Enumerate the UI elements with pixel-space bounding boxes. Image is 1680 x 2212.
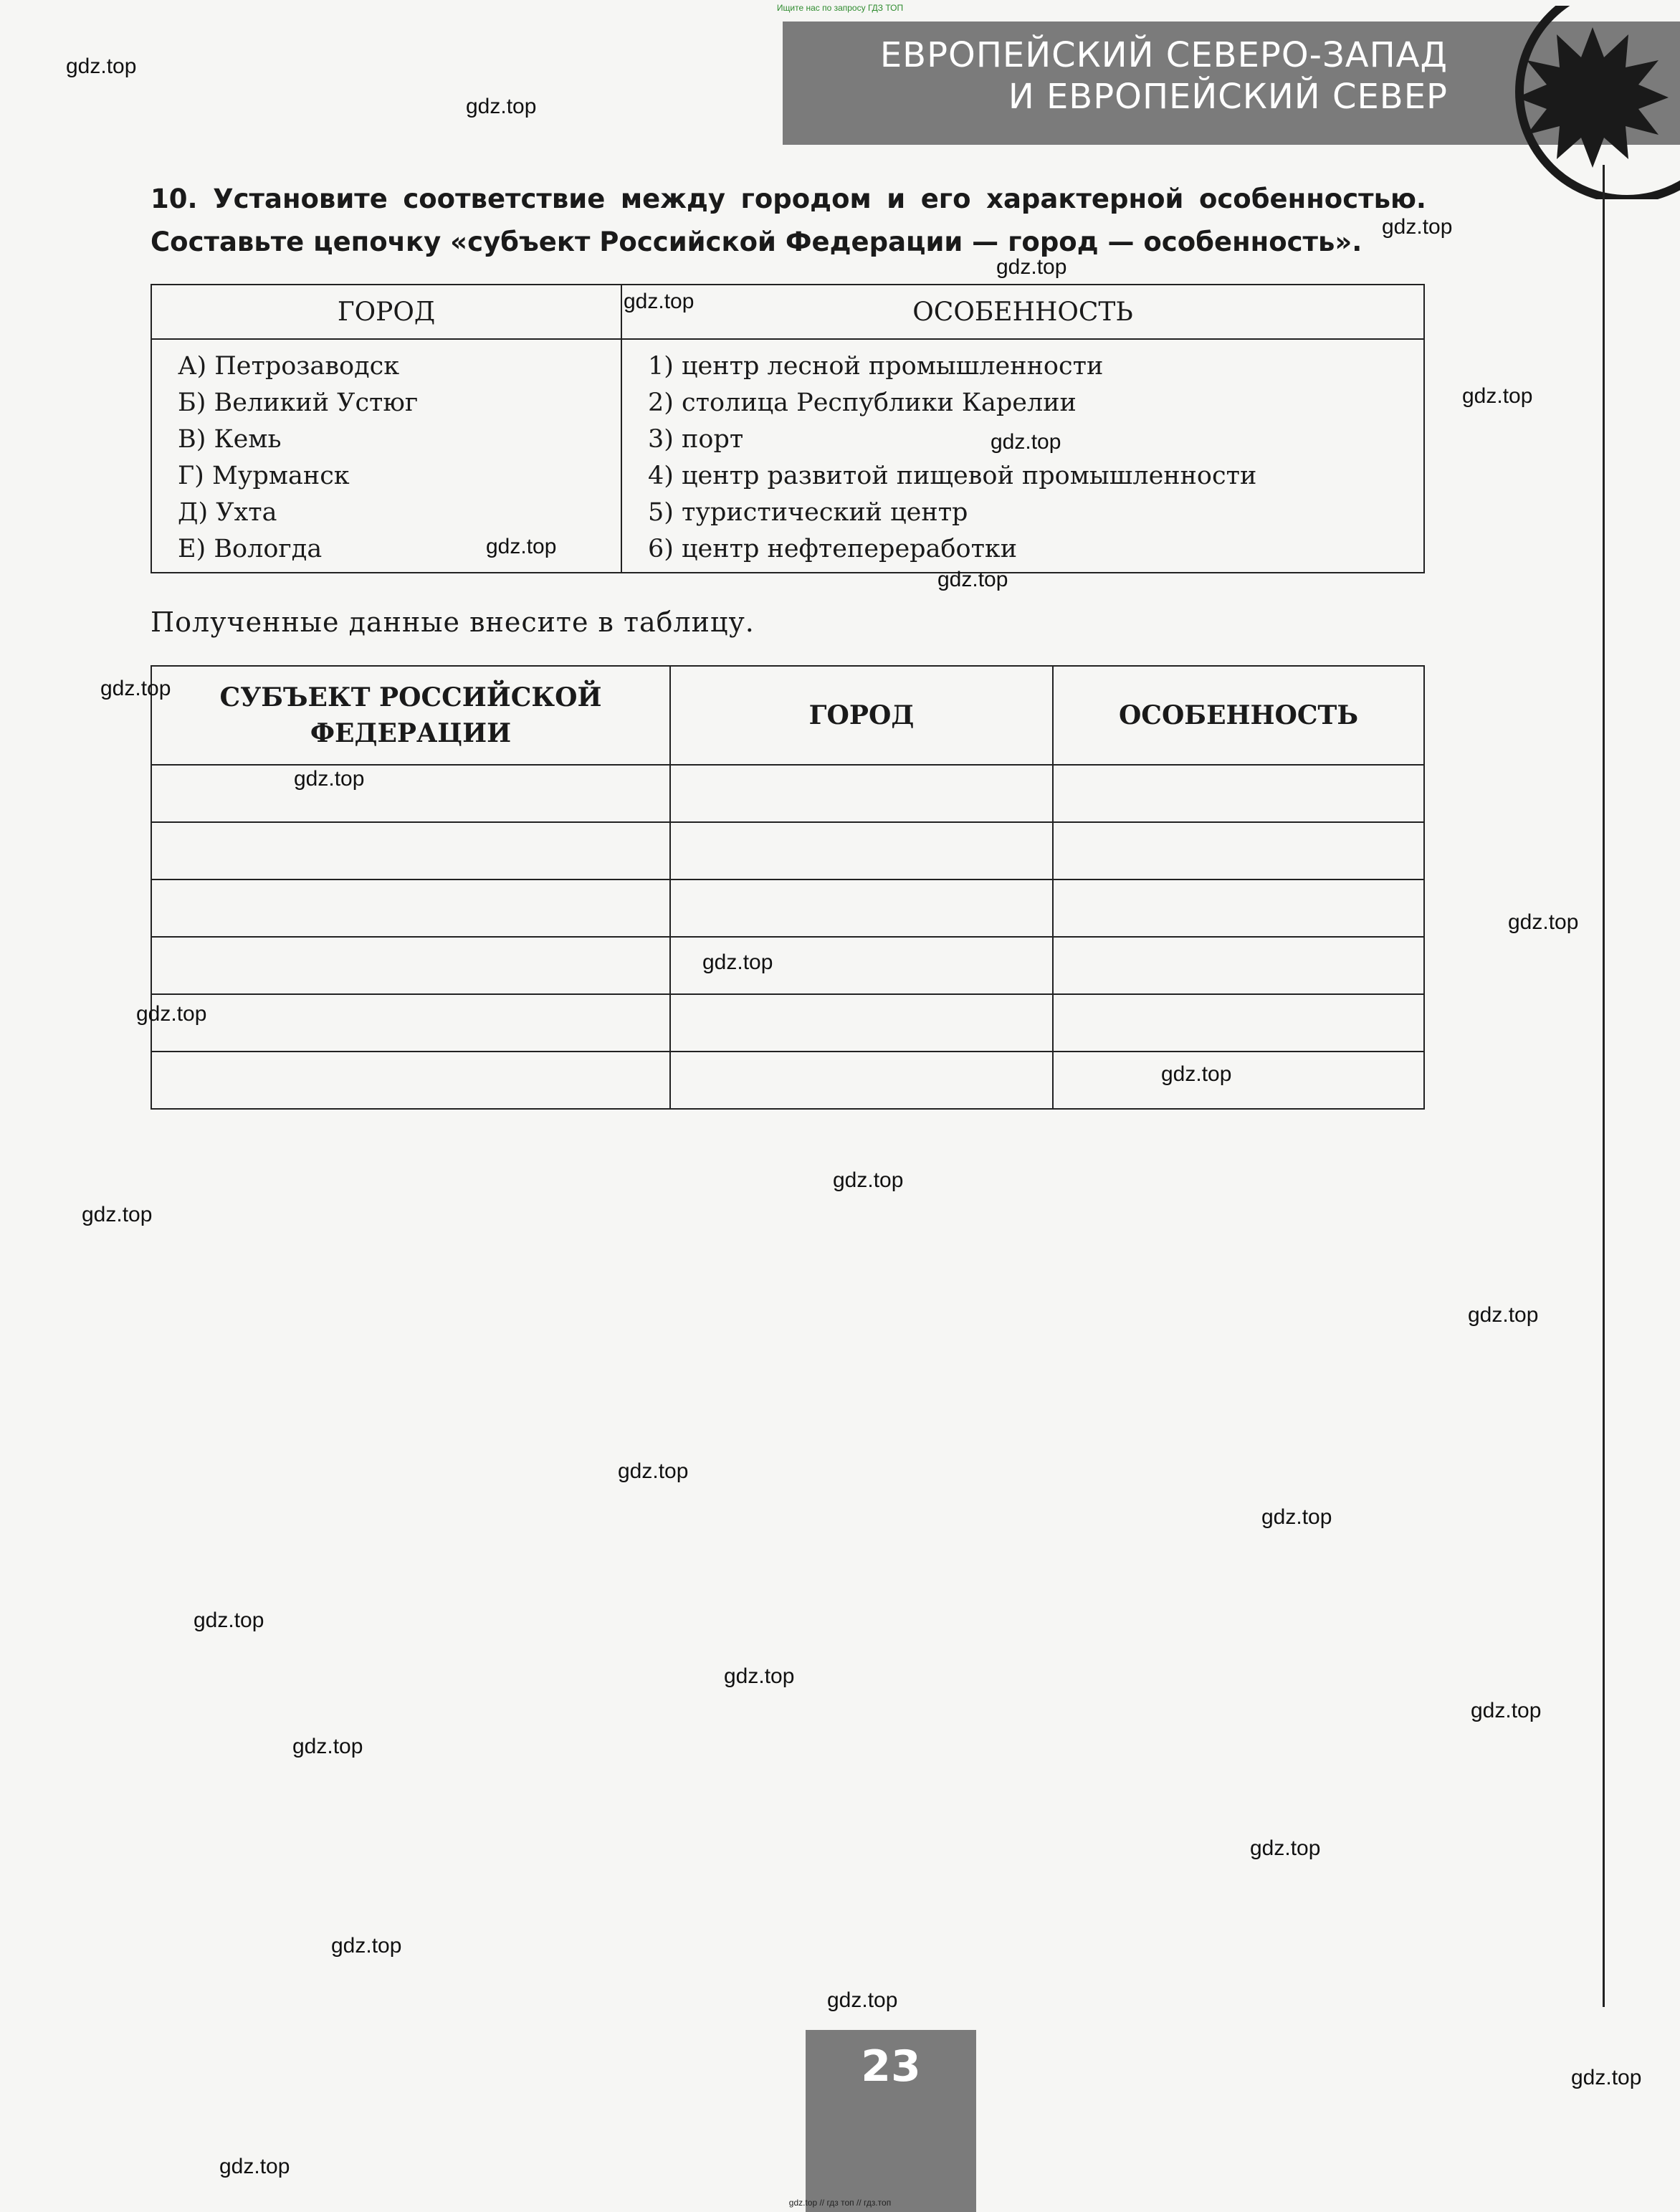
answer-cell[interactable] [1053,879,1424,937]
watermark: gdz.top [194,1608,264,1632]
section-title-line-2: И ЕВРОПЕЙСКИЙ СЕВЕР [1008,77,1448,117]
watermark: gdz.top [833,1168,904,1192]
feature-item: 5) туристический центр [648,498,968,527]
answer-row [151,1052,1424,1109]
watermark: gdz.top [996,255,1067,279]
city-item: Б) Великий Устюг [178,388,419,417]
answer-header-subject: СУБЪЕКТ РОССИЙСКОЙ ФЕДЕРАЦИИ [151,666,670,765]
watermark: gdz.top [331,1934,402,1958]
watermark: gdz.top [624,290,695,313]
task-10-text: 10. Установите соответствие между городом и его характерной особенностью. Составьте цепочку «субъект Российской Федерации — город — особенность». [151,183,1426,257]
answer-cell[interactable] [670,1052,1053,1109]
city-item: Д) Ухта [178,498,277,527]
match-table-header-city: ГОРОД [151,285,621,339]
watermark: gdz.top [1571,2066,1642,2089]
answer-cell[interactable] [151,765,670,822]
watermark: gdz.top [82,1203,153,1226]
answer-cell[interactable] [1053,937,1424,994]
city-item: А) Петрозаводск [178,352,400,381]
match-table-header-feature: ОСОБЕННОСТЬ [621,285,1424,339]
watermark: gdz.top [991,430,1061,454]
answer-cell[interactable] [151,879,670,937]
answer-cell[interactable] [151,937,670,994]
compass-star-icon [1476,6,1680,199]
feature-list [621,339,1424,573]
watermark: gdz.top [1468,1303,1539,1327]
watermark: gdz.top [1261,1505,1332,1529]
answer-cell[interactable] [151,994,670,1052]
city-item: В) Кемь [178,425,282,454]
watermark: gdz.top [294,767,365,791]
watermark: gdz.top [66,54,137,78]
match-table [151,284,1425,573]
watermark: gdz.top [618,1459,689,1483]
answer-cell[interactable] [151,822,670,879]
section-title-line-1: ЕВРОПЕЙСКИЙ СЕВЕРО-ЗАПАД [879,35,1448,75]
city-item: Г) Мурманск [178,462,350,490]
bottom-note: gdz.top // гдз топ // гдз.топ [788,2198,892,2208]
answer-cell[interactable] [670,879,1053,937]
answer-header-feature: ОСОБЕННОСТЬ [1053,666,1424,765]
watermark: gdz.top [1462,384,1533,408]
watermark: gdz.top [100,677,171,700]
answer-cell[interactable] [1053,765,1424,822]
answer-cell[interactable] [1053,822,1424,879]
feature-item: 3) порт [648,425,744,454]
answer-cell[interactable] [151,1052,670,1109]
answer-table [151,665,1425,1110]
watermark: gdz.top [724,1664,795,1688]
watermark: gdz.top [136,1002,207,1026]
watermark: gdz.top [937,568,1008,591]
answer-row [151,822,1424,879]
feature-item: 1) центр лесной промышленности [648,352,1104,381]
feature-item: 2) столица Республики Карелии [648,388,1077,417]
watermark: gdz.top [1161,1062,1232,1086]
feature-item: 6) центр нефтепереработки [648,535,1018,563]
watermark: gdz.top [827,1988,898,2012]
top-search-note: Ищите нас по запросу ГДЗ ТОП [776,3,904,13]
answer-row [151,937,1424,994]
section-title [831,34,1448,118]
watermark: gdz.top [219,2155,290,2178]
page-number: 23 [861,2041,921,2092]
watermark: gdz.top [1471,1699,1542,1722]
answer-cell[interactable] [1053,994,1424,1052]
watermark: gdz.top [466,95,537,118]
answer-cell[interactable] [670,994,1053,1052]
right-margin-rule [1603,165,1605,2007]
watermark: gdz.top [1508,910,1579,934]
city-item: Е) Вологда [178,535,323,563]
watermark: gdz.top [1250,1836,1321,1860]
answer-cell[interactable] [670,822,1053,879]
feature-item: 4) центр развитой пищевой промышленности [648,462,1257,490]
watermark: gdz.top [702,950,773,974]
watermark: gdz.top [1382,215,1453,239]
answer-row [151,994,1424,1052]
watermark: gdz.top [486,535,557,558]
watermark: gdz.top [292,1735,363,1758]
answer-cell[interactable] [670,765,1053,822]
answer-row [151,879,1424,937]
answer-cell[interactable] [1053,1052,1424,1109]
instruction-text: Полученные данные внесите в таблицу. [151,606,755,638]
answer-header-city: ГОРОД [670,666,1053,765]
